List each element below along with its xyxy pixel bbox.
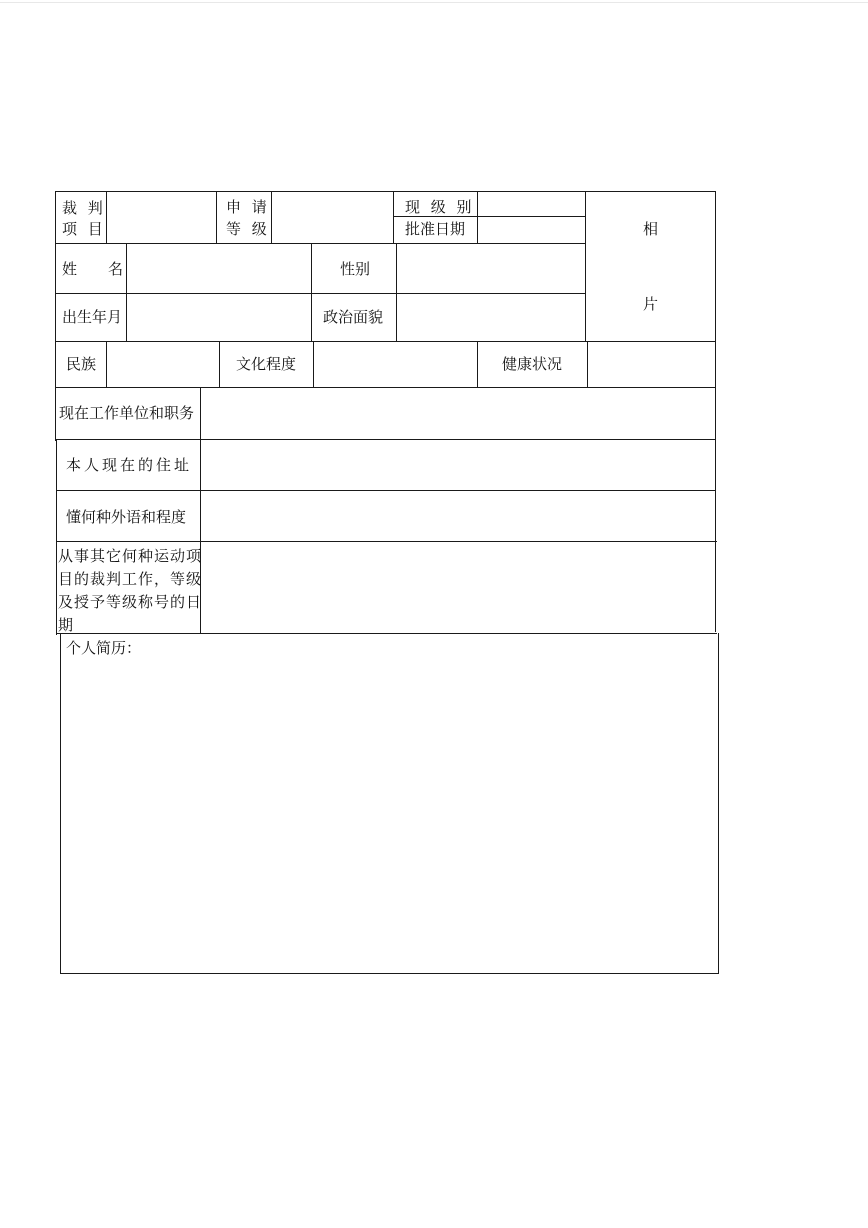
field-birth[interactable]	[128, 295, 309, 339]
label-referee-project-2: 项 目	[62, 220, 106, 238]
field-address[interactable]	[202, 441, 713, 488]
field-name[interactable]	[128, 245, 309, 291]
label-gender: 性别	[340, 260, 371, 278]
rule-v-r4-e	[587, 341, 588, 387]
table-border-left-a	[55, 191, 56, 441]
field-education[interactable]	[315, 343, 475, 385]
rule-v-r1-a	[106, 191, 107, 243]
field-current-level[interactable]	[479, 193, 583, 215]
label-work-unit: 现在工作单位和职务	[59, 404, 195, 422]
label-referee-project-1: 裁 判	[62, 199, 106, 217]
label-birth: 出生年月	[62, 308, 123, 326]
field-resume[interactable]	[63, 662, 715, 970]
label-resume: 个人简历：	[66, 639, 142, 657]
rule-v-r23-b	[311, 243, 312, 341]
rule-row4-bottom	[56, 387, 716, 388]
label-political: 政治面貌	[323, 308, 384, 326]
field-work-unit[interactable]	[202, 389, 713, 437]
rule-v-r1-d	[393, 191, 394, 243]
label-other-sports: 从事其它何种运动项目的裁判工作，等级及授予等级称号的日期	[58, 547, 203, 634]
label-health: 健康状况	[502, 355, 563, 373]
rule-v-photo-left	[585, 191, 586, 341]
field-health[interactable]	[589, 343, 713, 385]
rule-row2-bottom	[55, 293, 585, 294]
label-education: 文化程度	[236, 355, 297, 373]
table-border-left-b	[56, 440, 57, 635]
label-ethnic: 民族	[66, 355, 97, 373]
label-apply-grade-1: 申 请	[226, 198, 270, 216]
rule-v-r23-c	[396, 243, 397, 341]
rule-v-r1-e	[477, 191, 478, 243]
rule-v-r4-d	[477, 341, 478, 387]
label-apply-grade-2: 等 级	[226, 220, 270, 238]
rule-row3-bottom	[55, 341, 715, 342]
rule-row5-bottom	[56, 439, 716, 440]
table-border-right-b	[718, 633, 719, 974]
field-other-sports[interactable]	[202, 543, 713, 631]
label-address: 本人现在的住址	[66, 456, 193, 474]
label-photo-1: 相	[643, 220, 659, 238]
rule-row1-bottom	[55, 243, 585, 244]
label-approval-date: 批准日期	[405, 220, 466, 238]
label-name-1: 姓	[62, 260, 78, 278]
rule-v-r23-a	[126, 243, 127, 341]
field-approval-date[interactable]	[479, 218, 583, 241]
table-border-left-c	[60, 633, 61, 974]
rule-v-r4-b	[219, 341, 220, 387]
field-gender[interactable]	[398, 245, 583, 291]
rule-v-r4-a	[106, 341, 107, 387]
scan-edge	[0, 2, 868, 3]
rule-v-r1-b	[216, 191, 217, 243]
rule-row7-bottom	[57, 541, 717, 542]
field-apply-grade[interactable]	[273, 193, 391, 241]
label-languages: 懂何种外语和程度	[66, 508, 187, 526]
table-border-right-a	[715, 191, 716, 632]
table-border-bottom	[61, 973, 719, 974]
label-photo-2: 片	[643, 295, 659, 313]
rule-row6-bottom	[56, 490, 716, 491]
table-border-top	[55, 191, 715, 192]
rule-v-r1-c	[271, 191, 272, 243]
label-name-2: 名	[108, 260, 124, 278]
rule-level-date	[393, 216, 585, 217]
field-languages[interactable]	[202, 492, 713, 539]
rule-v-r4-c	[313, 341, 314, 387]
field-ethnic[interactable]	[108, 343, 217, 385]
label-current-level: 现 级 别	[405, 198, 475, 216]
field-referee-project[interactable]	[108, 193, 214, 241]
field-political[interactable]	[398, 295, 583, 339]
